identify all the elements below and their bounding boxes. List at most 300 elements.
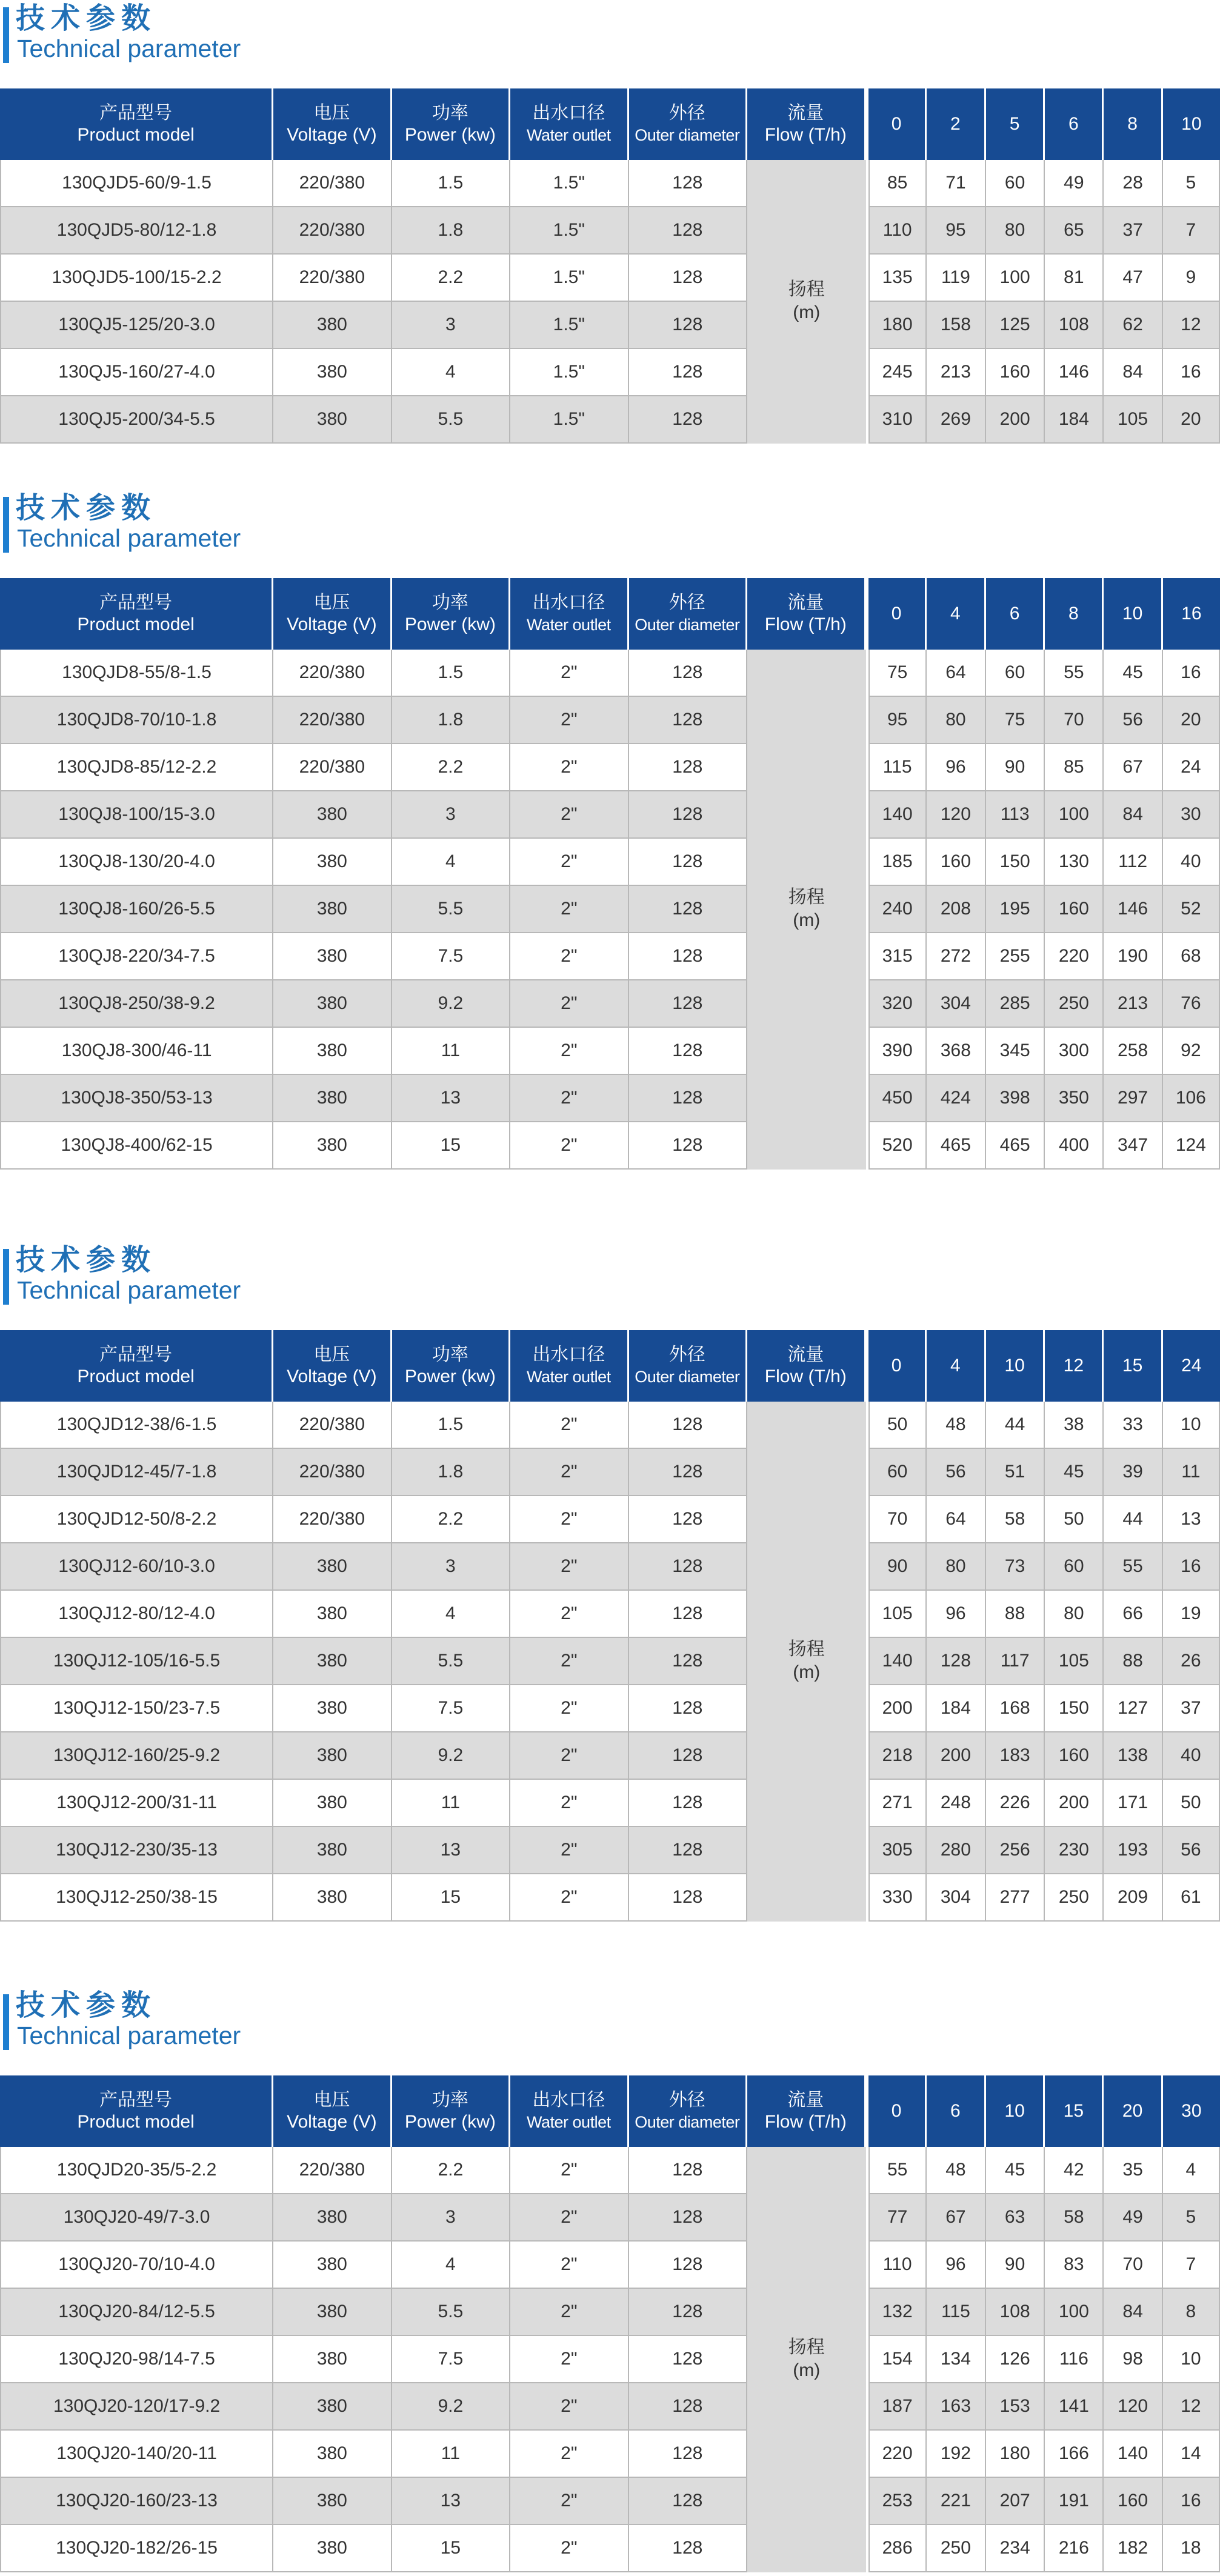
cell-power: 7.5 [392,1685,510,1732]
cell-outlet: 1.5" [510,207,628,255]
header-flow-en: Flow (T/h) [764,1366,847,1386]
cell-outlet: 2" [510,2431,628,2478]
heading-title-en: Technical parameter [17,524,241,552]
header-flow-zh: 流量 [787,103,824,123]
cell-head-value: 304 [927,1874,986,1922]
cell-outlet: 2" [510,2336,628,2383]
cell-outlet: 2" [510,1449,628,1496]
table-row [0,1122,1220,1170]
spec-table [0,88,1220,444]
cell-head-value: 45 [1045,1449,1104,1496]
cell-head-value: 100 [1045,791,1104,839]
cell-power: 15 [392,2525,510,2572]
cell-head-value: 240 [868,886,927,933]
cell-head-value: 39 [1104,1449,1162,1496]
cell-diameter: 128 [629,2194,747,2242]
cell-power: 13 [392,1075,510,1122]
cell-outlet: 2" [510,1780,628,1827]
cell-outlet: 2" [510,1122,628,1170]
cell-head-value: 90 [868,1543,927,1591]
cell-head-value: 45 [1104,650,1162,697]
cell-head-value: 390 [868,1028,927,1075]
table-row [0,1028,1220,1075]
cell-head-value: 160 [986,349,1045,396]
cell-outlet: 2" [510,2194,628,2242]
cell-head-value: 140 [868,1638,927,1685]
cell-voltage: 380 [273,2289,392,2336]
table-row [0,1591,1220,1638]
cell-head-value: 191 [1045,2478,1104,2525]
cell-head-value: 180 [868,302,927,349]
cell-head-value: 4 [1163,2147,1220,2194]
header-power-en: Power (kw) [404,614,496,634]
cell-outlet: 2" [510,1685,628,1732]
cell-head-value: 49 [1104,2194,1162,2242]
header-outlet [510,2075,628,2147]
cell-power: 7.5 [392,2336,510,2383]
cell-head-value: 117 [986,1638,1045,1685]
cell-head-value: 81 [1045,255,1104,302]
table-row [0,2525,1220,2572]
cell-voltage: 220/380 [273,1402,392,1449]
table-row [0,2336,1220,2383]
table-row [0,207,1220,255]
header-model [0,2075,273,2147]
cell-head-value: 330 [868,1874,927,1922]
header-model [0,1330,273,1402]
header-model [0,578,273,650]
spec-section-3 [0,1242,1220,1907]
cell-head-value: 14 [1163,2431,1220,2478]
cell-head-value: 37 [1163,1685,1220,1732]
cell-head-value: 185 [868,839,927,886]
cell-head-value: 160 [1045,886,1104,933]
header-model-en: Product model [77,125,195,145]
cell-head-value: 213 [1104,980,1162,1028]
cell-outlet: 2" [510,1402,628,1449]
cell-voltage: 380 [273,2383,392,2431]
header-power-zh: 功率 [432,1345,468,1365]
table-row [0,160,1220,207]
header-model-en: Product model [77,2112,195,2132]
cell-head-value: 83 [1045,2242,1104,2289]
header-voltage-zh: 电压 [313,2090,350,2110]
cell-head-value: 184 [927,1685,986,1732]
cell-diameter: 128 [629,1874,747,1922]
cell-model: 130QJD12-38/6-1.5 [0,1402,273,1449]
table-row [0,1075,1220,1122]
cell-head-value: 450 [868,1075,927,1122]
header-flow-value: 0 [868,2075,927,2147]
cell-head-value: 112 [1104,839,1162,886]
cell-head-value: 56 [1104,697,1162,744]
table-row [0,2194,1220,2242]
cell-head-value: 180 [986,2431,1045,2478]
header-flow-value: 10 [986,2075,1045,2147]
cell-head-value: 77 [868,2194,927,2242]
cell-head-value: 44 [1104,1496,1162,1543]
header-flow-value: 4 [927,1330,986,1402]
cell-diameter: 128 [629,1638,747,1685]
cell-voltage: 380 [273,933,392,980]
header-diameter [629,578,747,650]
cell-outlet: 2" [510,697,628,744]
cell-head-value: 105 [1045,1638,1104,1685]
cell-head-value: 128 [927,1638,986,1685]
cell-outlet: 2" [510,1028,628,1075]
cell-voltage: 380 [273,980,392,1028]
cell-head-value: 213 [927,349,986,396]
header-voltage-en: Voltage (V) [287,125,377,145]
cell-head-value: 256 [986,1827,1045,1874]
cell-model: 130QJD5-60/9-1.5 [0,160,273,207]
header-voltage [273,578,392,650]
table-row [0,2383,1220,2431]
cell-outlet: 2" [510,1496,628,1543]
cell-voltage: 380 [273,2478,392,2525]
cell-head-value: 40 [1163,839,1220,886]
cell-head-value: 18 [1163,2525,1220,2572]
cell-head-value: 60 [1045,1543,1104,1591]
header-outlet-en: Water outlet [527,126,611,144]
cell-voltage: 220/380 [273,255,392,302]
header-flow-value: 0 [868,88,927,160]
cell-head-value: 49 [1045,160,1104,207]
cell-head-value: 8 [1163,2289,1220,2336]
cell-head-value: 30 [1163,791,1220,839]
cell-voltage: 220/380 [273,744,392,791]
cell-head-value: 127 [1104,1685,1162,1732]
head-label-cell [747,2147,865,2572]
header-outlet-zh: 出水口径 [532,103,605,123]
cell-head-value: 64 [927,1496,986,1543]
header-flow-value: 5 [986,88,1045,160]
cell-head-value: 226 [986,1780,1045,1827]
cell-outlet: 2" [510,1874,628,1922]
cell-head-value: 7 [1163,2242,1220,2289]
cell-head-value: 126 [986,2336,1045,2383]
cell-outlet: 2" [510,1638,628,1685]
cell-model: 130QJ8-250/38-9.2 [0,980,273,1028]
cell-outlet: 2" [510,1543,628,1591]
cell-head-value: 16 [1163,1543,1220,1591]
heading-title-en: Technical parameter [17,2022,241,2049]
table-row [0,2147,1220,2194]
cell-diameter: 128 [629,744,747,791]
cell-diameter: 128 [629,2147,747,2194]
cell-outlet: 2" [510,933,628,980]
cell-head-value: 187 [868,2383,927,2431]
head-label-unit: (m) [793,2360,821,2380]
cell-head-value: 10 [1163,2336,1220,2383]
cell-voltage: 380 [273,1780,392,1827]
cell-head-value: 120 [927,791,986,839]
cell-head-value: 154 [868,2336,927,2383]
cell-model: 130QJ8-130/20-4.0 [0,839,273,886]
cell-diameter: 128 [629,650,747,697]
cell-head-value: 48 [927,2147,986,2194]
cell-head-value: 424 [927,1075,986,1122]
header-flow [747,2075,865,2147]
cell-power: 5.5 [392,396,510,444]
cell-head-value: 125 [986,302,1045,349]
cell-head-value: 56 [927,1449,986,1496]
cell-head-value: 141 [1045,2383,1104,2431]
cell-model: 130QJ12-80/12-4.0 [0,1591,273,1638]
header-model [0,88,273,160]
header-power-zh: 功率 [432,2090,468,2110]
header-flow [747,578,865,650]
cell-head-value: 70 [868,1496,927,1543]
cell-model: 130QJ5-160/27-4.0 [0,349,273,396]
cell-diameter: 128 [629,2383,747,2431]
header-power-en: Power (kw) [404,1366,496,1386]
cell-head-value: 255 [986,933,1045,980]
cell-diameter: 128 [629,2289,747,2336]
header-diameter-zh: 外径 [668,2090,705,2110]
header-power [392,578,510,650]
header-diameter [629,1330,747,1402]
cell-model: 130QJ8-350/53-13 [0,1075,273,1122]
cell-diameter: 128 [629,302,747,349]
cell-outlet: 2" [510,650,628,697]
cell-voltage: 380 [273,791,392,839]
cell-head-value: 368 [927,1028,986,1075]
cell-voltage: 380 [273,2242,392,2289]
cell-head-value: 113 [986,791,1045,839]
header-flow-en: Flow (T/h) [764,2112,847,2132]
cell-head-value: 116 [1045,2336,1104,2383]
cell-power: 11 [392,1780,510,1827]
cell-power: 3 [392,1543,510,1591]
cell-power: 3 [392,302,510,349]
cell-head-value: 5 [1163,2194,1220,2242]
cell-model: 130QJ20-140/20-11 [0,2431,273,2478]
header-power-en: Power (kw) [404,2112,496,2132]
cell-head-value: 400 [1045,1122,1104,1170]
header-voltage-en: Voltage (V) [287,1366,377,1386]
table-row [0,697,1220,744]
header-model-zh: 产品型号 [99,2090,173,2110]
cell-model: 130QJ20-84/12-5.5 [0,2289,273,2336]
cell-head-value: 105 [1104,396,1162,444]
cell-diameter: 128 [629,1732,747,1780]
cell-head-value: 75 [868,650,927,697]
header-power [392,88,510,160]
cell-outlet: 2" [510,886,628,933]
cell-head-value: 98 [1104,2336,1162,2383]
table-row [0,1449,1220,1496]
cell-head-value: 84 [1104,349,1162,396]
cell-head-value: 47 [1104,255,1162,302]
cell-head-value: 465 [927,1122,986,1170]
head-label-unit: (m) [793,302,821,322]
cell-head-value: 7 [1163,207,1220,255]
cell-head-value: 271 [868,1780,927,1827]
table-row [0,839,1220,886]
cell-head-value: 45 [986,2147,1045,2194]
cell-diameter: 128 [629,2336,747,2383]
spec-section-2 [0,490,1220,1155]
cell-head-value: 80 [927,697,986,744]
cell-diameter: 128 [629,791,747,839]
cell-power: 9.2 [392,980,510,1028]
cell-diameter: 128 [629,1449,747,1496]
cell-head-value: 52 [1163,886,1220,933]
cell-head-value: 92 [1163,1028,1220,1075]
cell-head-value: 96 [927,2242,986,2289]
cell-head-value: 35 [1104,2147,1162,2194]
cell-head-value: 115 [927,2289,986,2336]
cell-head-value: 61 [1163,1874,1220,1922]
header-row [0,2075,1220,2147]
cell-head-value: 520 [868,1122,927,1170]
cell-model: 130QJ12-150/23-7.5 [0,1685,273,1732]
cell-diameter: 128 [629,886,747,933]
cell-head-value: 55 [1045,650,1104,697]
cell-outlet: 1.5" [510,302,628,349]
table-row [0,2242,1220,2289]
cell-head-value: 58 [1045,2194,1104,2242]
cell-head-value: 105 [868,1591,927,1638]
section-heading [0,0,1220,91]
cell-head-value: 90 [986,744,1045,791]
cell-head-value: 33 [1104,1402,1162,1449]
cell-head-value: 269 [927,396,986,444]
cell-head-value: 96 [927,744,986,791]
cell-model: 130QJD5-80/12-1.8 [0,207,273,255]
cell-head-value: 286 [868,2525,927,2572]
cell-diameter: 128 [629,255,747,302]
table-row [0,933,1220,980]
cell-head-value: 220 [868,2431,927,2478]
cell-outlet: 2" [510,744,628,791]
cell-voltage: 220/380 [273,697,392,744]
cell-diameter: 128 [629,2431,747,2478]
table-row [0,396,1220,444]
cell-head-value: 221 [927,2478,986,2525]
cell-head-value: 310 [868,396,927,444]
cell-head-value: 110 [868,207,927,255]
cell-head-value: 160 [1104,2478,1162,2525]
cell-outlet: 2" [510,1075,628,1122]
cell-head-value: 350 [1045,1075,1104,1122]
cell-power: 9.2 [392,1732,510,1780]
header-diameter-zh: 外径 [668,103,705,123]
cell-head-value: 16 [1163,349,1220,396]
cell-head-value: 184 [1045,396,1104,444]
cell-head-value: 134 [927,2336,986,2383]
table-row [0,2289,1220,2336]
cell-model: 130QJ20-49/7-3.0 [0,2194,273,2242]
cell-head-value: 150 [986,839,1045,886]
cell-head-value: 253 [868,2478,927,2525]
header-flow-en: Flow (T/h) [764,614,847,634]
cell-model: 130QJ8-160/26-5.5 [0,886,273,933]
header-flow-value: 4 [927,578,986,650]
table-row [0,2478,1220,2525]
header-voltage-zh: 电压 [313,593,350,613]
header-flow-value: 20 [1104,2075,1162,2147]
header-outlet [510,88,628,160]
cell-head-value: 200 [927,1732,986,1780]
table-row [0,980,1220,1028]
cell-voltage: 380 [273,839,392,886]
header-flow-zh: 流量 [787,2090,824,2110]
cell-head-value: 95 [868,697,927,744]
spec-table [0,2075,1220,2572]
cell-voltage: 220/380 [273,650,392,697]
cell-voltage: 380 [273,1732,392,1780]
cell-head-value: 168 [986,1685,1045,1732]
table-row [0,349,1220,396]
cell-power: 1.5 [392,650,510,697]
table-row [0,1402,1220,1449]
header-diameter-zh: 外径 [668,1345,705,1365]
cell-power: 7.5 [392,933,510,980]
cell-voltage: 380 [273,1075,392,1122]
cell-head-value: 248 [927,1780,986,1827]
table-row [0,302,1220,349]
cell-head-value: 398 [986,1075,1045,1122]
cell-head-value: 230 [1045,1827,1104,1874]
cell-diameter: 128 [629,2478,747,2525]
cell-head-value: 80 [986,207,1045,255]
table-row [0,791,1220,839]
cell-model: 130QJ12-200/31-11 [0,1780,273,1827]
cell-model: 130QJD8-70/10-1.8 [0,697,273,744]
cell-head-value: 20 [1163,697,1220,744]
cell-head-value: 70 [1104,2242,1162,2289]
cell-head-value: 183 [986,1732,1045,1780]
cell-head-value: 88 [1104,1638,1162,1685]
cell-head-value: 55 [1104,1543,1162,1591]
cell-head-value: 84 [1104,791,1162,839]
cell-head-value: 108 [986,2289,1045,2336]
header-flow-value: 12 [1045,1330,1104,1402]
cell-head-value: 250 [1045,980,1104,1028]
cell-head-value: 50 [1163,1780,1220,1827]
header-power [392,1330,510,1402]
cell-head-value: 200 [868,1685,927,1732]
cell-power: 1.5 [392,1402,510,1449]
cell-head-value: 132 [868,2289,927,2336]
table-row [0,886,1220,933]
cell-outlet: 2" [510,2525,628,2572]
cell-head-value: 11 [1163,1449,1220,1496]
cell-head-value: 277 [986,1874,1045,1922]
cell-power: 15 [392,1874,510,1922]
header-flow-value: 6 [927,2075,986,2147]
header-flow-value: 16 [1163,578,1220,650]
cell-head-value: 12 [1163,302,1220,349]
header-diameter-en: Outer diameter [635,126,740,144]
cell-head-value: 56 [1163,1827,1220,1874]
head-label-unit: (m) [793,1662,821,1682]
cell-voltage: 380 [273,2525,392,2572]
cell-outlet: 2" [510,791,628,839]
heading-accent-bar [3,1249,9,1305]
cell-model: 130QJ8-220/34-7.5 [0,933,273,980]
heading-title-zh: 技术参数 [16,1243,157,1277]
cell-power: 5.5 [392,2289,510,2336]
cell-power: 2.2 [392,744,510,791]
head-label-cell [747,160,865,444]
cell-diameter: 128 [629,933,747,980]
header-flow-en: Flow (T/h) [764,125,847,145]
header-diameter-en: Outer diameter [635,1368,740,1386]
header-flow-value: 8 [1045,578,1104,650]
